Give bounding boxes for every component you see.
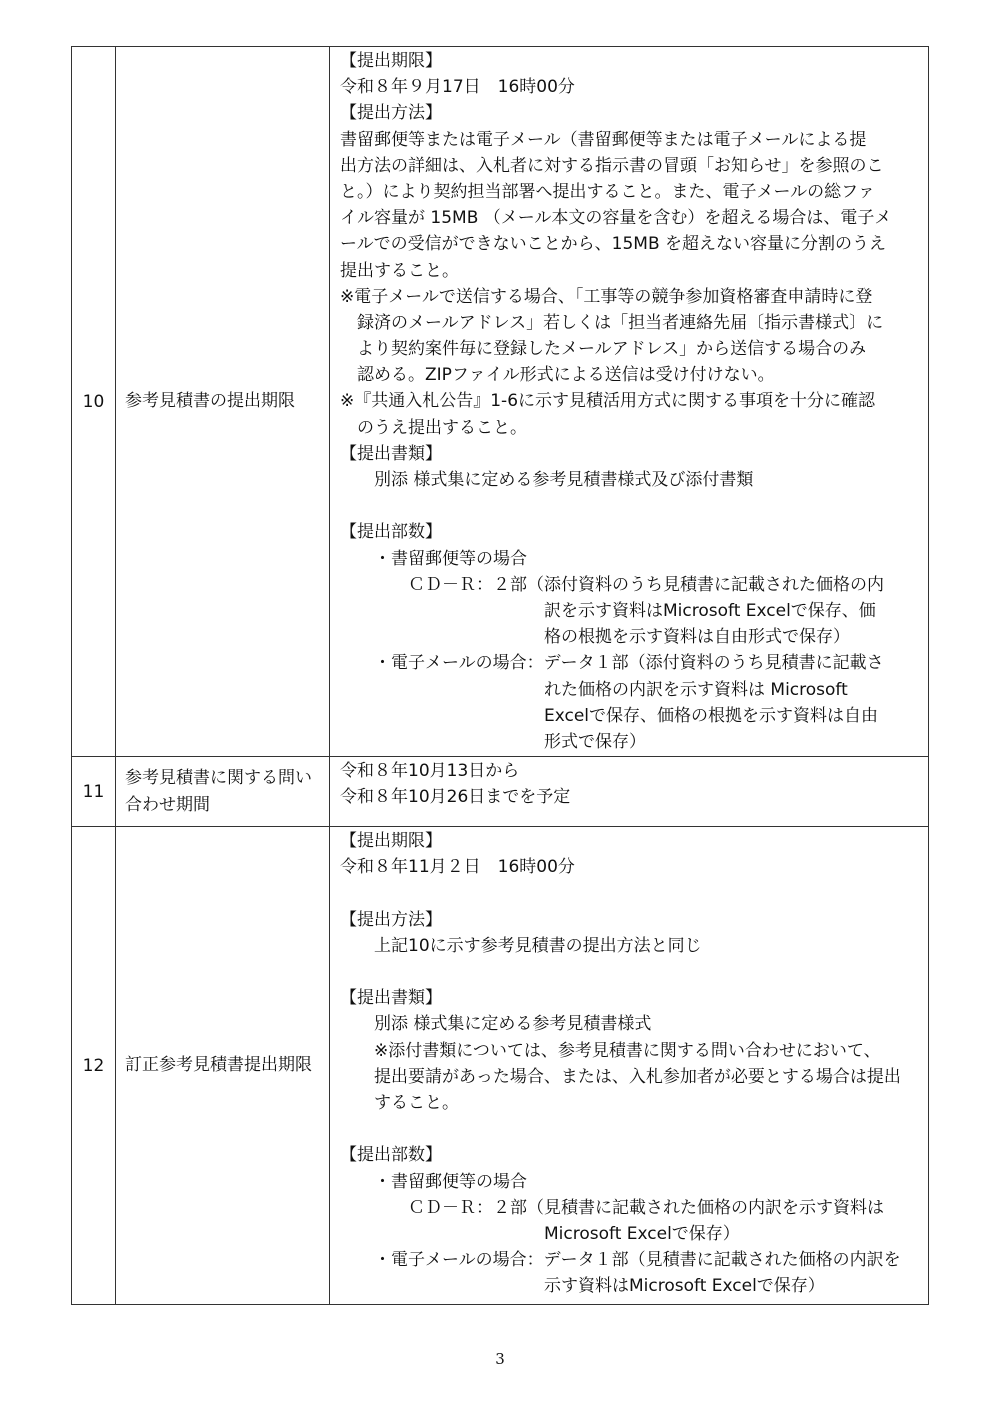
content-line: 別添 様式集に定める参考見積書様式及び添付書類 [340,470,754,490]
table-row [72,47,929,757]
content-line: 録済のメールアドレス」若しくは「担当者連絡先届〔指示書様式〕に [340,312,884,333]
content-line: 認める。ZIPファイル形式による送信は受け付けない。 [340,365,775,386]
content-line: 令和８年11月２日 16時00分 [340,857,575,878]
content-line: 提出要請があった場合、または、入札参加者が必要とする場合は提出 [340,1066,901,1087]
content-line: 【提出期限】 [340,51,442,71]
item-title: 参考見積書に関する問い合わせ期間 [125,767,312,815]
content-lines [330,827,928,1300]
content-line: 【提出書類】 [340,443,442,464]
content-line: 【提出書類】 [340,988,442,1009]
content-line: ールでの受信ができないことから、15MB を超えない容量に分割のうえ [340,234,887,255]
content-line: 示す資料はMicrosoft Excelで保存） [340,1276,825,1297]
table-row [72,757,929,827]
content-line: ※『共通入札公告』1-6に示す見積活用方式に関する事項を十分に確認 [340,391,876,412]
content-lines [330,757,928,811]
content-line: れた価格の内訳を示す資料は Microsoft [340,679,848,700]
page-number: 3 [495,1350,505,1368]
item-cell [116,47,330,757]
content-line: と。）により契約担当部署へ提出すること。また、電子メールの総ファ [340,181,875,202]
content-line: 【提出方法】 [340,103,442,124]
content-line: 令和８年10月13日から [340,761,520,782]
row-number: 10 [82,391,105,412]
content-line: ※電子メールで送信する場合、「工事等の競争参加資格審査申請時に登 [340,286,873,307]
item-cell [116,757,330,827]
content-line: より契約案件毎に登録したメールアドレス」から送信する場合のみ [340,339,867,360]
content-line: ＣＤ－Ｒ：２部（添付資料のうち見積書に記載された価格の内 [340,574,884,595]
content-line: すること。 [340,1092,459,1113]
content-line: 出方法の詳細は、入札者に対する指示書の冒頭「お知らせ」を参照のこ [340,155,884,176]
content-line: のうえ提出すること。 [340,417,527,438]
content-line: Excelで保存、価格の根拠を示す資料は自由 [340,705,879,726]
content-line [340,1116,922,1142]
content-line: 形式で保存） [340,731,646,752]
item-title: 参考見積書の提出期限 [125,391,295,412]
content-cell [330,827,929,1305]
content-line: ・電子メールの場合：データ１部（見積書に記載された価格の内訳を [340,1250,901,1271]
content-line: 書留郵便等または電子メール（書留郵便等または電子メールによる提 [340,129,867,150]
content-line: イル容量が 15MB （メール本文の容量を含む）を超える場合は、電子メ [340,208,892,229]
row-number: 12 [82,1055,105,1076]
requirements-table [71,46,929,1305]
content-line: 【提出部数】 [340,1145,442,1166]
table-row [72,827,929,1305]
content-line: ＣＤ－Ｒ：２部（見積書に記載された価格の内訳を示す資料は [340,1197,884,1218]
content-cell [330,47,929,757]
content-line: ・電子メールの場合：データ１部（添付資料のうち見積書に記載さ [340,653,884,674]
content-line: 令和８年９月17日 16時00分 [340,77,575,98]
content-line: 【提出期限】 [340,831,442,852]
content-line: ※添付書類については、参考見積書に関する問い合わせにおいて、 [340,1040,881,1061]
content-line: 【提出部数】 [340,522,442,543]
content-line: 別添 様式集に定める参考見積書様式 [340,1014,652,1035]
content-line: 上記10に示す参考見積書の提出方法と同じ [340,935,702,956]
content-lines [330,47,928,756]
content-line: 【提出方法】 [340,909,442,930]
item-title: 訂正参考見積書提出期限 [125,1055,312,1076]
content-line [340,959,922,985]
content-cell [330,757,929,827]
row-number-cell [72,757,116,827]
content-line: 訳を示す資料はMicrosoft Excelで保存、価 [340,600,876,621]
content-line: ・書留郵便等の場合 [340,548,527,569]
row-number-cell [72,827,116,1305]
row-number-cell [72,47,116,757]
content-line [340,493,922,519]
content-line: Microsoft Excelで保存） [340,1223,740,1244]
content-line: 令和８年10月26日までを予定 [340,787,571,808]
item-cell [116,827,330,1305]
content-line: 格の根拠を示す資料は自由形式で保存） [340,627,850,648]
content-line: ・書留郵便等の場合 [340,1171,527,1192]
content-line: 提出すること。 [340,260,459,281]
content-line [340,880,922,906]
row-number: 11 [82,781,105,802]
